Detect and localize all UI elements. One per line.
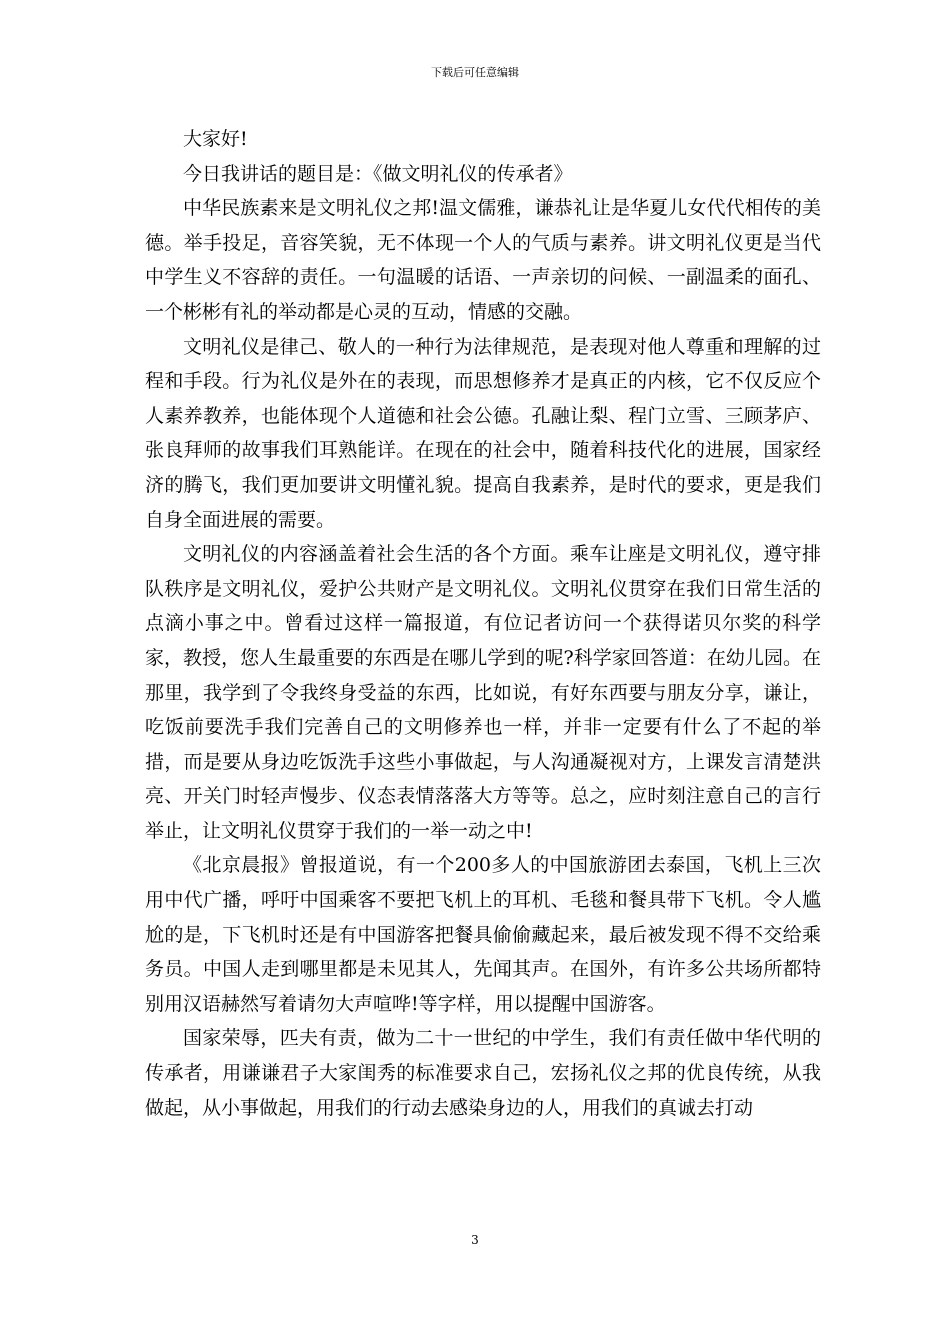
paragraph-greeting: 大家好! <box>183 128 248 150</box>
document-body <box>145 122 821 1125</box>
page-number: 3 <box>471 1233 479 1247</box>
paragraph-topic: 今日我讲话的题目是：《做文明礼仪的传承者》 <box>183 162 573 185</box>
paragraph: 文明礼仪的内容涵盖着社会生活的各个方面。乘车让座是文明礼仪，遵守排队秩序是文明礼仪，爱护公共财产是文明礼仪。文明礼仪贯穿在我们日常生活的点滴小事之中。曾看过这样一篇报道，有位记者访问一个获得诺贝尔奖的科学家，教授，您人生最重要的东西是在哪儿学到的呢?科学家回答道：在幼儿园。在那里，我学到了令我终身受益的东西，比如说，有好东西要与朋友分享，谦让，吃饭前要洗手我们完善自己的文明修养也一样，并非一定要有什么了不起的举措，而是要从身边吃饭洗手这些小事做起，与人沟通凝视对方，上课发言清楚洪亮、开关门时轻声慢步、仪态表情落落大方等等。总之，应时刻注意自己的言行举止，让文明礼仪贯穿于我们的一举一动之中! <box>145 543 821 842</box>
paragraph: 文明礼仪是律己、敬人的一种行为法律规范，是表现对他人尊重和理解的过程和手段。行为礼仪是外在的表现，而思想修养才是真正的内核，它不仅反应个人素养教养，也能体现个人道德和社会公德。孔融让梨、程门立雪、三顾茅庐、张良拜师的故事我们耳熟能详。在现在的社会中，随着科技代化的进展，国家经济的腾飞，我们更加要讲文明懂礼貌。提高自我素养，是时代的要求，更是我们自身全面进展的需要。 <box>145 335 821 531</box>
paragraph: 国家荣辱，匹夫有责，做为二十一世纪的中学生，我们有责任做中华代明的传承者，用谦谦君子大家闺秀的标准要求自己，宏扬礼仪之邦的优良传统，从我做起，从小事做起，用我们的行动去感染身边的人，用我们的真诚去打动 <box>145 1027 821 1119</box>
page-header: 下载后可任意编辑 <box>431 66 519 79</box>
paragraph: 《北京晨报》曾报道说，有一个200多人的中国旅游团去泰国，飞机上三次用中代广播，呼吁中国乘客不要把飞机上的耳机、毛毯和餐具带下飞机。令人尴尬的是，下飞机时还是有中国游客把餐具偷偷藏起来，最后被发现不得不交给乘务员。中国人走到哪里都是未见其人，先闻其声。在国外，有许多公共场所都特别用汉语赫然写着请勿大声喧哗!等字样，用以提醒中国游客。 <box>145 854 821 1015</box>
paragraph: 中华民族素来是文明礼仪之邦!温文儒雅，谦恭礼让是华夏儿女代代相传的美德。举手投足，音容笑貌，无不体现一个人的气质与素养。讲文明礼仪更是当代中学生义不容辞的责任。一句温暖的话语、一声亲切的问候、一副温柔的面孔、一个彬彬有礼的举动都是心灵的互动，情感的交融。 <box>145 197 821 323</box>
